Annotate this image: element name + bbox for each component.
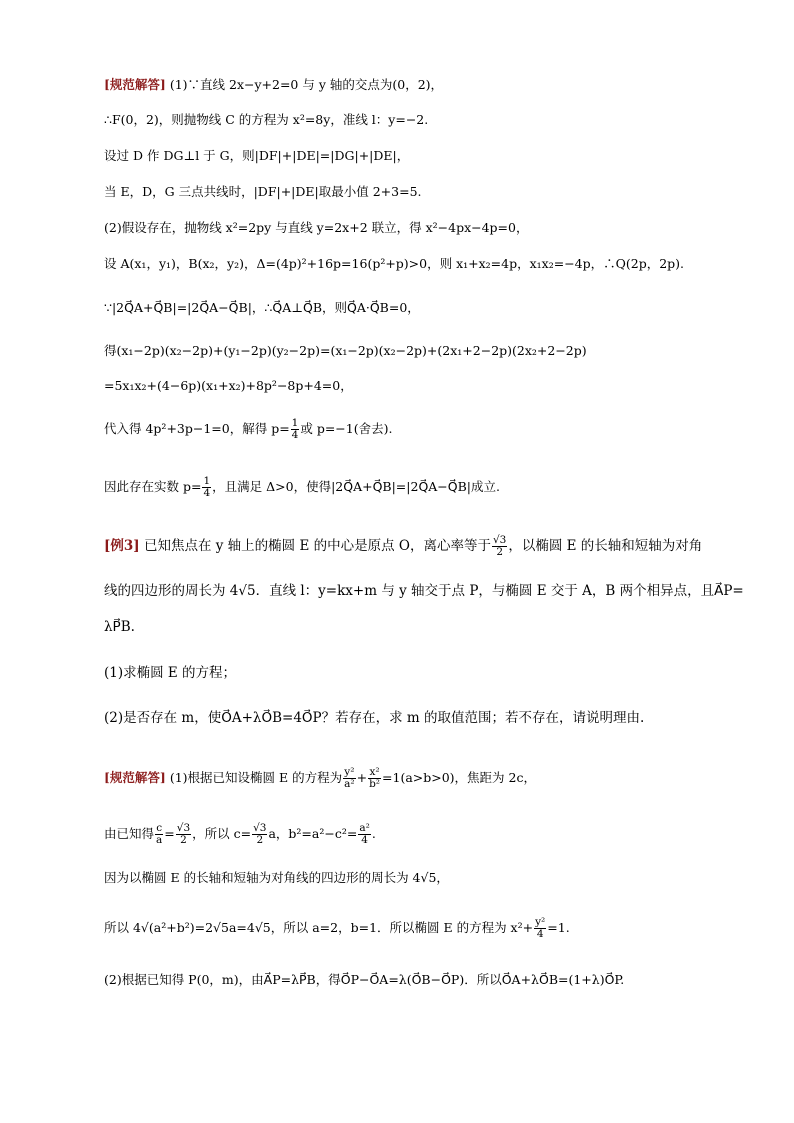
fraction: $\frac{c}{a}$ bbox=[156, 822, 163, 846]
text-line: 设过 D 作 DG⊥l 于 G，则|DF|+|DE|=|DG|+|DE|， bbox=[104, 148, 410, 163]
fraction: $\frac{\text{a²}}{4}$ bbox=[359, 822, 370, 846]
question-1: (1)求椭圆 E 的方程； bbox=[104, 665, 237, 681]
fraction: $\frac{\text{y²}}{4}$ bbox=[535, 916, 546, 940]
text-line: 由已知得 $\frac{c}{a}$ = $\frac{√3}{2}$ ，所以 c= $\frac{√3}{2}$ a，b²=a²−c²= $\frac{\text{a²}}{4}$ . bbox=[104, 822, 376, 846]
text-line-conclude: 因此存在实数 p= $\frac{1}{4}$ ，且满足 Δ>0，使得|2Q⃗A+Q⃗B|=|2Q⃗A−Q⃗B|成立. bbox=[104, 475, 500, 499]
example-line: 线的四边形的周长为 4√5．直线 l：y=kx+m 与 y 轴交于点 P，与椭圆 E 交于 A，B 两个相异点，且A⃗P= bbox=[104, 583, 744, 599]
text-line: [规范解答] (1)根据已知设椭圆 E 的方程为 $\frac{\text{y²}}{\text{a²}}$ + $\frac{\text{x²}}{\text{b²}}$ =1(a>b>0)，焦距为 2c， bbox=[104, 766, 536, 790]
text-line: [规范解答] (1)∵直线 2x−y+2=0 与 y 轴的交点为(0，2)， bbox=[104, 77, 444, 92]
fraction: $\frac{1}{4}$ bbox=[291, 417, 299, 441]
text-line: =5x₁x₂+(4−6p)(x₁+x₂)+8p²−8p+4=0， bbox=[104, 378, 353, 393]
fraction: $\frac{√3}{2}$ bbox=[176, 822, 191, 846]
text-line: 设 A(x₁，y₁)，B(x₂，y₂)，Δ=(4p)²+16p=16(p²+p)>0，则 x₁+x₂=4p，x₁x₂=−4p，∴Q(2p，2p). bbox=[104, 256, 685, 271]
text-line: (2)根据已知得 P(0，m)，由A⃗P=λP⃗B，得O⃗P−O⃗A=λ(O⃗B−O⃗P)．所以O⃗A+λO⃗B=(1+λ)O⃗P. bbox=[104, 972, 625, 987]
text-line-solve: 代入得 4p²+3p−1=0，解得 p= $\frac{1}{4}$ 或 p=−1(舍去). bbox=[104, 417, 393, 441]
solution-tag: [规范解答] bbox=[104, 77, 166, 92]
example-line: [例3] 已知焦点在 y 轴上的椭圆 E 的中心是原点 O，离心率等于 $\frac{√3}{2}$ ，以椭圆 E 的长轴和短轴为对角 bbox=[104, 534, 703, 558]
fraction: $\frac{\text{y²}}{\text{a²}}$ bbox=[344, 766, 355, 790]
text-line: ∵|2Q⃗A+Q⃗B|=|2Q⃗A−Q⃗B|，∴Q⃗A⊥Q⃗B，则Q⃗A·Q⃗B=0， bbox=[104, 300, 420, 315]
text-line: ∴F(0，2)，则抛物线 C 的方程为 x²=8y，准线 l：y=−2. bbox=[104, 112, 429, 127]
solution-tag: [规范解答] bbox=[104, 770, 166, 785]
text-line: (2)假设存在，抛物线 x²=2py 与直线 y=2x+2 联立，得 x²−4px−4p=0， bbox=[104, 220, 529, 235]
fraction: $\frac{√3}{2}$ bbox=[253, 822, 267, 846]
question-2: (2)是否存在 m，使O⃗A+λO⃗B=4O⃗P？若存在，求 m 的取值范围；若不存在，请说明理由. bbox=[104, 710, 645, 726]
text-line: 所以 4√(a²+b²)=2√5a=4√5，所以 a=2，b=1．所以椭圆 E 的方程为 x²+ $\frac{\text{y²}}{4}$ =1. bbox=[104, 916, 570, 940]
text-line: 当 E，D，G 三点共线时，|DF|+|DE|取最小值 2+3=5. bbox=[104, 184, 422, 199]
text-line: 因为以椭圆 E 的长轴和短轴为对角线的四边形的周长为 4√5， bbox=[104, 870, 449, 885]
example-line: λP⃗B. bbox=[104, 619, 135, 635]
example-tag: [例3] bbox=[104, 538, 140, 554]
fraction: $\frac{\text{x²}}{\text{b²}}$ bbox=[369, 766, 381, 790]
fraction: $\frac{1}{4}$ bbox=[203, 475, 211, 499]
text-line: 得(x₁−2p)(x₂−2p)+(y₁−2p)(y₂−2p)=(x₁−2p)(x₂−2p)+(2x₁+2−2p)(2x₂+2−2p) bbox=[104, 343, 587, 358]
fraction: $\frac{√3}{2}$ bbox=[492, 534, 507, 558]
